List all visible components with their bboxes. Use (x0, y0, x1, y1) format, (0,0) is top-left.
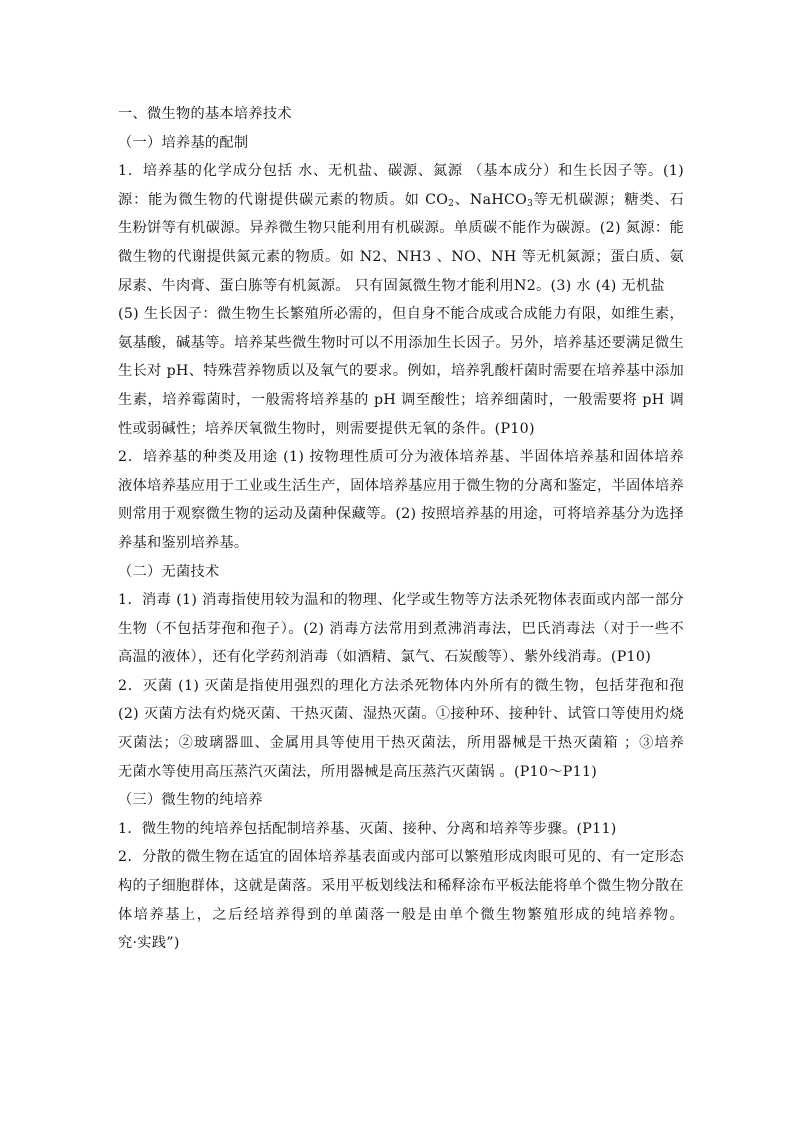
paragraph-pure-culture-steps (118, 815, 684, 844)
text-span: 源：能为微生物的代谢提供碳元素的物质。如 CO (118, 191, 449, 208)
text-line: 1．培养基的化学成分包括 水、无机盐、碳源、氮源 （基本成分）和生长因子等。(1) (118, 163, 684, 180)
text-line: (2) 灭菌方法有灼烧灭菌、干热灭菌、湿热灭菌。①接种环、接种针、试管口等使用灼烧 (118, 706, 684, 723)
text-line: 生素，培养霉菌时，一般需将培养基的 pH 调至酸性；培养细菌时，一般需要将 pH 调 (118, 391, 684, 408)
text-line: 生长对 pH、特殊营养物质以及氧气的要求。例如，培养乳酸杆菌时需要在培养基中添加 (118, 363, 684, 380)
text-line: 1．微生物的纯培养包括配制培养基、灭菌、接种、分离和培养等步骤。(P11) (118, 820, 617, 837)
text-line: 体培养基上，之后经培养得到的单菌落一般是由单个微生物繁殖形成的纯培养物。 (118, 906, 684, 923)
text-line: 生物（不包括芽孢和孢子）。(2) 消毒方法常用到煮沸消毒法，巴氏消毒法（对于一些不 (118, 620, 684, 637)
subscript: 2 (448, 198, 455, 209)
text-line: 生粉饼等有机碳源。异养微生物只能利用有机碳源。单质碳不能作为碳源。(2) 氮源：能 (118, 220, 684, 237)
text-span: 、NaHCO (454, 191, 528, 208)
text-line: 无菌水等使用高压蒸汽灭菌法，所用器械是高压蒸汽灭菌锅 。(P10～P11) (118, 763, 598, 780)
text-line: 2．灭菌 (1) 灭菌是指使用强烈的理化方法杀死物体内外所有的微生物，包括芽孢和孢 (118, 677, 684, 694)
text-line: 氨基酸，碱基等。培养某些微生物时可以不用添加生长因子。另外，培养基还要满足微生 (118, 334, 684, 351)
text-span: 等无机碳源；糖类、石 (533, 191, 684, 208)
paragraph-colonies (118, 843, 684, 957)
text-line: 究·实践”) (118, 935, 180, 952)
text-line: 2．分散的微生物在适宜的固体培养基表面或内部可以繁殖形成肉眼可见的、有一定形态 (118, 849, 684, 866)
section-title: 一、微生物的基本培养技术 (118, 106, 292, 122)
text-line (118, 186, 684, 215)
paragraph-sterilization (118, 672, 684, 786)
text-line: 高温的液体），还有化学药剂消毒（如酒精、氯气、石炭酸等）、紫外线消毒。(P10) (118, 649, 652, 666)
text-line: 尿素、牛肉膏、蛋白胨等有机氮源。 只有固氮微生物才能利用N2。(3) 水 (4) 无机盐 (118, 277, 665, 294)
text-line: 灭菌法；②玻璃器皿、金属用具等使用干热灭菌法，所用器械是干热灭菌箱 ；③培养 (118, 735, 684, 752)
text-line: 构的子细胞群体，这就是菌落。采用平板划线法和稀释涂布平板法能将单个微生物分散在 (118, 878, 684, 895)
subscript: 3 (527, 198, 534, 209)
text-line: (5) 生长因子：微生物生长繁殖所必需的，但自身不能合成或合成能力有限，如维生素， (118, 306, 684, 323)
document-body (118, 100, 684, 958)
subsection-title-aseptic-technique: （二）无菌技术 (118, 563, 220, 580)
text-line: 1．消毒 (1) 消毒指使用较为温和的物理、化学或生物等方法杀死物体表面或内部一部分 (118, 592, 684, 609)
text-line: 性或弱碱性；培养厌氧微生物时，则需要提供无氧的条件。(P10) (118, 420, 535, 437)
paragraph-disinfection (118, 586, 684, 672)
text-line: 养基和鉴别培养基。 (118, 534, 249, 551)
subsection-title-medium-preparation: （一）培养基的配制 (118, 134, 249, 151)
text-line: 则常用于观察微生物的运动及菌种保藏等。(2) 按照培养基的用途，可将培养基分为选择 (118, 506, 684, 523)
text-line: 2．培养基的种类及用途 (1) 按物理性质可分为液体培养基、半固体培养基和固体培养 (118, 449, 684, 466)
text-line: 微生物的代谢提供氮元素的物质。如 N2、NH3 、NO、NH 等无机氮源；蛋白质、氨 (118, 248, 684, 265)
text-line: 液体培养基应用于工业或生活生产，固体培养基应用于微生物的分离和鉴定，半固体培养 (118, 477, 684, 494)
subsection-title-pure-culture: （三）微生物的纯培养 (118, 792, 263, 809)
paragraph-medium-composition (118, 157, 684, 443)
paragraph-medium-types (118, 443, 684, 557)
